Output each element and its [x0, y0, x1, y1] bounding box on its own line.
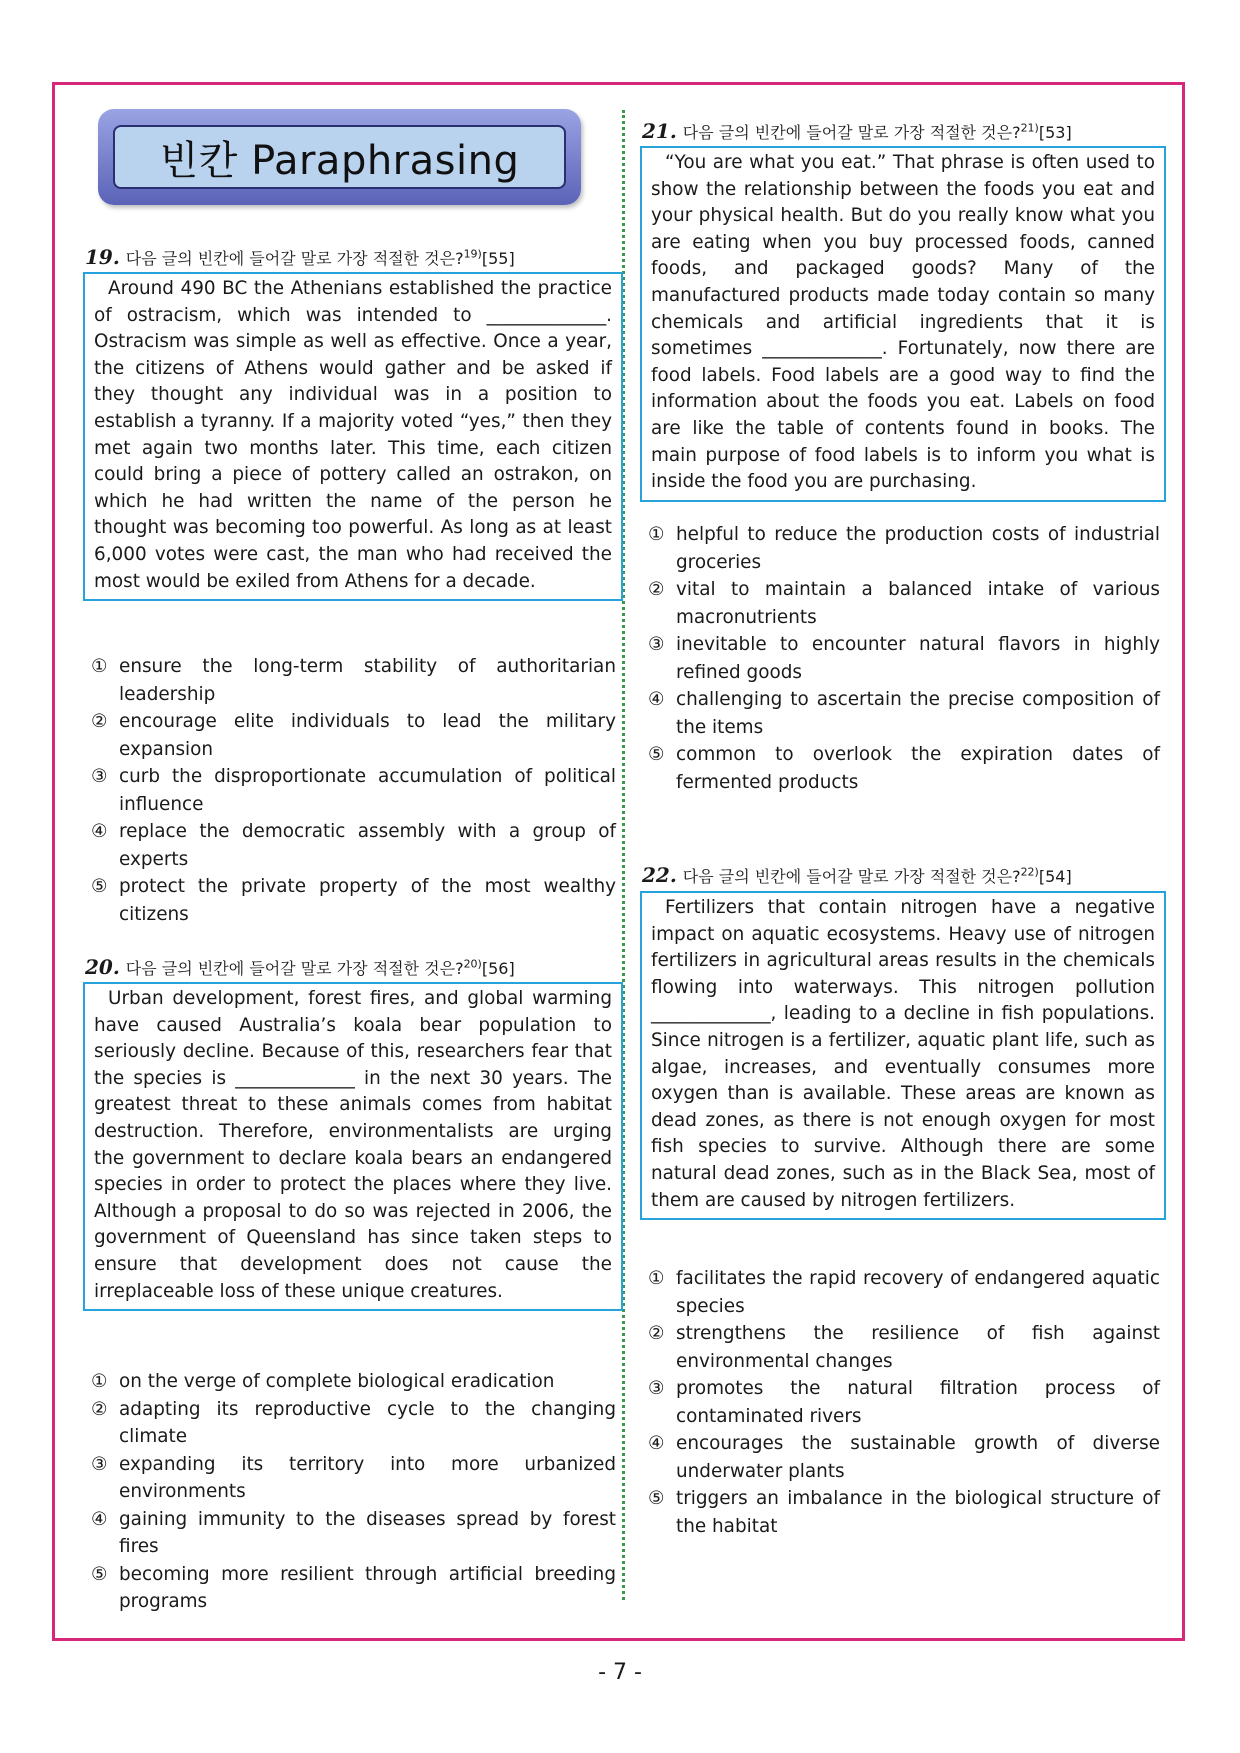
choice-marker: ④ — [648, 1433, 665, 1454]
choice-5[interactable] — [91, 1561, 616, 1616]
question-prompt: 다음 글의 빈칸에 들어갈 말로 가장 적절한 것은? — [682, 867, 1021, 886]
choice-marker: ⑤ — [648, 744, 665, 765]
question-code: [55] — [481, 249, 515, 268]
choice-marker: ④ — [91, 821, 108, 842]
choice-3[interactable] — [91, 1451, 616, 1506]
choice-text: common to overlook the expiration dates of fermented products — [676, 744, 1160, 793]
choice-marker: ② — [648, 1323, 665, 1344]
choice-text: becoming more resilient through artificial breeding programs — [119, 1563, 616, 1612]
choice-text: replace the democratic assembly with a group of experts — [119, 821, 616, 870]
choice-marker: ③ — [91, 1453, 108, 1475]
choice-text: vital to maintain a balanced intake of various macronutrients — [676, 579, 1160, 628]
choice-text: encourage elite individuals to lead the military expansion — [119, 711, 616, 760]
choice-marker: ① — [648, 1268, 665, 1289]
section-title-box — [113, 125, 566, 189]
footnote-marker: 22) — [1020, 865, 1039, 879]
question-19-passage — [83, 272, 623, 601]
choice-text: expanding its territory into more urbanized environments — [119, 1453, 616, 1502]
choice-3[interactable] — [648, 1375, 1160, 1430]
choice-2[interactable] — [91, 1396, 616, 1451]
section-title: 빈칸 Paraphrasing — [159, 137, 520, 184]
choice-marker: ② — [648, 579, 665, 600]
footnote-marker: 20) — [463, 957, 482, 971]
choice-4[interactable] — [648, 686, 1160, 741]
passage-text: Around 490 BC the Athenians established the practice of ostracism, which was intended to _____________. Ostracism was simple as well as effective. Once a year, the citizens of Athens would gather and be asked if they thought any individual was in a position to establish a tyranny. If a majority voted “yes,” then they met again two months later. This time, each citizen could bring a piece of pottery called an ostrakon, on which he had written the name of the person he thought was becoming too powerful. As long as at least 6,000 votes were cast, the man who had received the most would be exiled from Athens for a decade. — [94, 278, 612, 592]
choice-text: encourages the sustainable growth of diverse underwater plants — [676, 1433, 1160, 1482]
choice-text: helpful to reduce the production costs of industrial groceries — [676, 524, 1160, 573]
choice-marker: ① — [648, 524, 665, 545]
choice-1[interactable] — [91, 1368, 616, 1396]
choice-5[interactable] — [648, 1485, 1160, 1540]
choice-text: curb the disproportionate accumulation of political influence — [119, 766, 616, 815]
choice-5[interactable] — [91, 873, 616, 928]
choice-marker: ④ — [91, 1508, 108, 1530]
choice-marker: ④ — [648, 689, 665, 710]
choice-text: protect the private property of the most wealthy citizens — [119, 876, 616, 925]
choice-text: challenging to ascertain the precise composition of the items — [676, 689, 1160, 738]
choice-marker: ③ — [648, 634, 665, 655]
choice-text: adapting its reproductive cycle to the changing climate — [119, 1398, 616, 1447]
choice-text: on the verge of complete biological eradication — [119, 1371, 555, 1392]
footnote-marker: 21) — [1020, 121, 1039, 135]
choice-text: promotes the natural filtration process of contaminated rivers — [676, 1378, 1160, 1427]
choice-marker: ⑤ — [91, 876, 108, 897]
passage-text: Urban development, forest fires, and global warming have caused Australia’s koala bear population to seriously decline. Because of this, researchers fear that the species is _____________ in the next 30 years. The greatest threat to these animals comes from habitat destruction. Therefore, environmentalists are urging the government to declare koala bears an endangered species in order to protect the places where they live. Although a proposal to do so was rejected in 2006, the government of Queensland has since taken steps to ensure that development does not cause the irreplaceable loss of these unique creatures. — [94, 988, 612, 1302]
question-20-choices — [91, 1368, 616, 1616]
page-frame — [52, 82, 1185, 1641]
question-20-passage — [83, 982, 623, 1311]
choice-marker: ⑤ — [91, 1563, 108, 1585]
choice-5[interactable] — [648, 741, 1160, 796]
question-22-passage — [640, 891, 1166, 1220]
choice-text: strengthens the resilience of fish against environmental changes — [676, 1323, 1160, 1372]
choice-4[interactable] — [91, 1506, 616, 1561]
question-code: [54] — [1038, 867, 1072, 886]
question-code: [53] — [1038, 123, 1072, 142]
choice-marker: ③ — [91, 766, 108, 787]
choice-text: gaining immunity to the diseases spread by forest fires — [119, 1508, 616, 1557]
question-code: [56] — [481, 959, 515, 978]
question-22-choices — [648, 1265, 1160, 1540]
choice-marker: ① — [91, 1371, 108, 1392]
passage-text: Fertilizers that contain nitrogen have a negative impact on aquatic ecosystems. Heavy use of nitrogen fertilizers in agricultural areas results in the chemicals flowing into waterways. This nitrogen pollution _____________, leading to a decline in fish populations. Since nitrogen is a fertilizer, aquatic plant life, such as algae, increases, and eventually consumes more oxygen than is available. These areas are known as dead zones, as there is not enough oxygen for most fish species to survive. Although there are some natural dead zones, such as in the Black Sea, most of them are caused by nitrogen fertilizers. — [651, 897, 1155, 1211]
choice-1[interactable] — [91, 653, 616, 708]
question-19-choices — [91, 653, 616, 928]
choice-marker: ⑤ — [648, 1488, 665, 1509]
question-prompt: 다음 글의 빈칸에 들어갈 말로 가장 적절한 것은? — [682, 123, 1021, 142]
choice-text: ensure the long-term stability of authoritarian leadership — [119, 656, 616, 705]
choice-1[interactable] — [648, 1265, 1160, 1320]
page-number: - 7 - — [598, 1660, 642, 1685]
choice-2[interactable] — [648, 576, 1160, 631]
question-number: 21. — [642, 119, 677, 143]
choice-marker: ② — [91, 711, 108, 732]
choice-3[interactable] — [648, 631, 1160, 686]
choice-text: inevitable to encounter natural flavors in highly refined goods — [676, 634, 1160, 683]
question-number: 20. — [85, 955, 120, 979]
question-number: 19. — [85, 245, 120, 269]
question-19-heading — [85, 245, 515, 269]
choice-marker: ① — [91, 656, 108, 677]
choice-marker: ② — [91, 1398, 108, 1420]
choice-2[interactable] — [91, 708, 616, 763]
question-prompt: 다음 글의 빈칸에 들어갈 말로 가장 적절한 것은? — [125, 959, 464, 978]
question-22-heading — [642, 863, 1072, 887]
section-title-banner — [98, 109, 581, 205]
question-20-heading — [85, 955, 515, 979]
choice-4[interactable] — [91, 818, 616, 873]
choice-1[interactable] — [648, 521, 1160, 576]
footnote-marker: 19) — [463, 247, 482, 261]
choice-2[interactable] — [648, 1320, 1160, 1375]
question-number: 22. — [642, 863, 677, 887]
choice-4[interactable] — [648, 1430, 1160, 1485]
question-21-passage — [640, 146, 1166, 502]
choice-3[interactable] — [91, 763, 616, 818]
choice-text: facilitates the rapid recovery of endangered aquatic species — [676, 1268, 1160, 1317]
question-21-heading — [642, 119, 1072, 143]
question-prompt: 다음 글의 빈칸에 들어갈 말로 가장 적절한 것은? — [125, 249, 464, 268]
question-21-choices — [648, 521, 1160, 796]
passage-text: “You are what you eat.” That phrase is often used to show the relationship between the foods you eat and your physical health. But do you really know what you are eating when you buy processed foods, canned foods, and packaged goods? Many of the manufactured products made today contain so many chemicals and artificial ingredients that it is sometimes _____________. Fortunately, now there are food labels. Food labels are a good way to find the information about the foods you eat. Labels on food are like the table of contents found in books. The main purpose of food labels is to inform you what is inside the food you are purchasing. — [651, 152, 1155, 493]
choice-marker: ③ — [648, 1378, 665, 1399]
choice-text: triggers an imbalance in the biological structure of the habitat — [676, 1488, 1160, 1537]
